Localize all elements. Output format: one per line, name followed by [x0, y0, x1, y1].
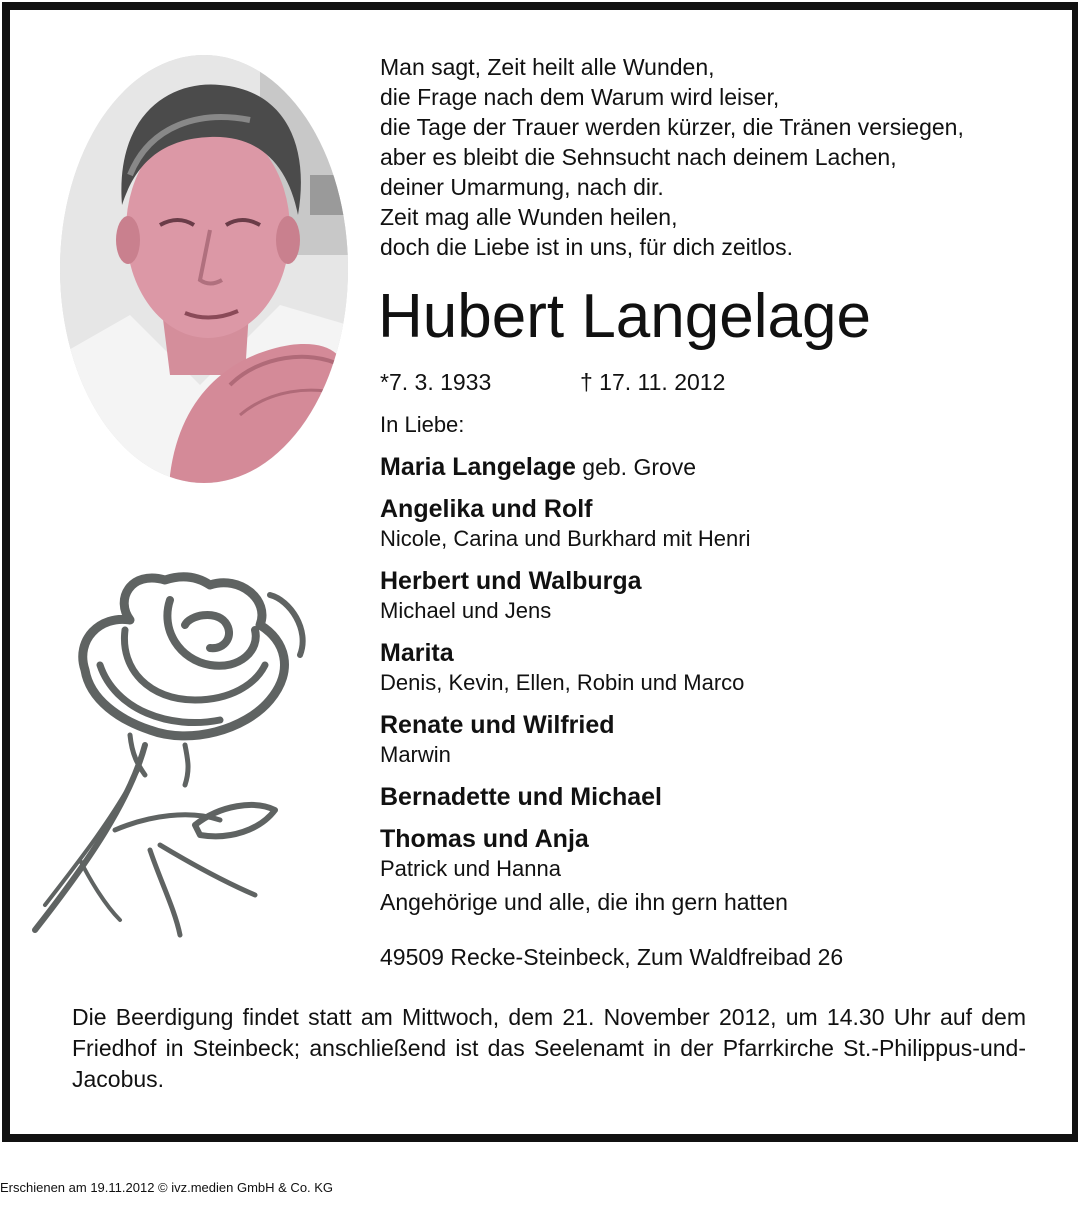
mourner-name: Thomas und Anja	[380, 825, 589, 853]
list-item	[380, 782, 1060, 812]
mourner-name-suffix: geb. Grove	[575, 454, 697, 480]
publication-footer: Erschienen am 19.11.2012 © ivz.medien GmbH & Co. KG	[0, 1180, 334, 1195]
mourner-name: Herbert und Walburga	[380, 567, 642, 595]
life-dates	[380, 367, 880, 397]
list-item	[380, 710, 1060, 770]
mourner-name: Renate und Wilfried	[380, 711, 615, 739]
relatives-line: Angehörige und alle, die ihn gern hatten	[380, 889, 788, 915]
mourner-children: Michael und Jens	[380, 598, 552, 623]
mourner-name: Angelika und Rolf	[380, 495, 593, 523]
list-item	[380, 494, 1060, 554]
mourner-name: Bernadette und Michael	[380, 783, 662, 811]
mourner-name: Maria Langelage	[380, 453, 576, 481]
deceased-name: Hubert Langelage	[378, 282, 871, 351]
birth-date: *7. 3. 1933	[380, 369, 492, 395]
poem-line: Man sagt, Zeit heilt alle Wunden,	[380, 54, 715, 80]
family-address: 49509 Recke-Steinbeck, Zum Waldfreibad 26	[380, 944, 844, 970]
mourners-intro: In Liebe:	[380, 412, 465, 437]
death-date: † 17. 11. 2012	[580, 369, 726, 395]
portrait-illustration	[60, 55, 348, 483]
funeral-notice: Die Beerdigung findet statt am Mittwoch, dem 21. November 2012, um 14.30 Uhr auf dem Friedhof in Steinbeck; anschließend ist das Seelenamt in der Pfarrkirche St.-Philippus-und-Jacobus.	[72, 1004, 1026, 1092]
poem-line: die Tage der Trauer werden kürzer, die Tränen versiegen,	[380, 114, 964, 140]
poem-line: aber es bleibt die Sehnsucht nach deinem Lachen,	[380, 144, 897, 170]
list-item	[380, 452, 1060, 482]
mourners-list	[380, 452, 1060, 896]
memorial-poem	[380, 52, 1060, 262]
mourner-children: Nicole, Carina und Burkhard mit Henri	[380, 526, 751, 551]
poem-line: doch die Liebe ist in uns, für dich zeitlos.	[380, 234, 793, 260]
list-item	[380, 824, 1060, 884]
list-item	[380, 566, 1060, 626]
obituary-frame	[2, 2, 1078, 1142]
rose-illustration	[20, 560, 340, 960]
list-item	[380, 638, 1060, 698]
poem-line: Zeit mag alle Wunden heilen,	[380, 204, 678, 230]
mourner-children: Patrick und Hanna	[380, 856, 561, 881]
mourner-children: Marwin	[380, 742, 451, 767]
mourner-name: Marita	[380, 639, 454, 667]
portrait-photo	[60, 55, 348, 483]
poem-line: deiner Umarmung, nach dir.	[380, 174, 664, 200]
poem-line: die Frage nach dem Warum wird leiser,	[380, 84, 780, 110]
mourner-children: Denis, Kevin, Ellen, Robin und Marco	[380, 670, 745, 695]
